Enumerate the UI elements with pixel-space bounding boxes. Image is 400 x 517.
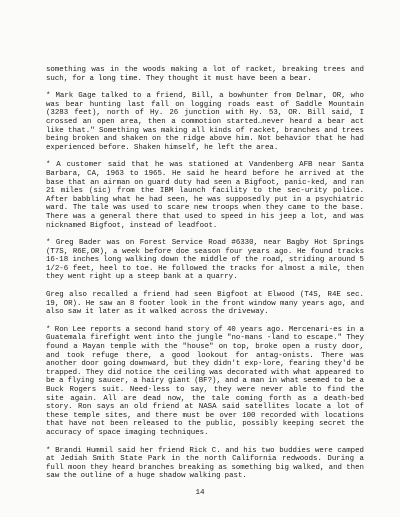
paragraph-continuation: something was in the woods making a lot of racket, breaking trees and such, for a long time. They thought it must have been a bear.: [46, 66, 364, 83]
page-number: 14: [195, 489, 205, 497]
text-column: [46, 66, 364, 490]
paragraph-mark-gage: * Mark Gage talked to a friend, Bill, a bowhunter from Delmar, OR, who was bear hunting last fall on logging roads east of Saddle Mountain (3283 feet), north of Hy. 26 junction with Hy. 53, OR. Bill said, I crossed an open area, then a commotion started…never heard a bear act like that." Something was making all kinds of racket, branches and trees being broken and shaken on the ridge above him. Not behavior that he had experienced before. Shaken himself, he left the area.: [46, 92, 364, 152]
paragraph-greg-bader: * Greg Bader was on Forest Service Road #6330, near Bagby Hot Springs (T7S, R6E,OR), a week before doe season four years ago. He found tracks 16-18 inches long walking down the middle of the road, striding around 5 1/2-6 feet, heel to toe. He followed the tracks for almost a mile, then they went right up a steep bank at a quarry.: [46, 239, 364, 282]
paragraph-ron-lee: * Ron Lee reports a second hand story of 40 years ago. Mercenari-es in a Guatemala firefight went into the jungle "no-mans -land to escape." They found a Mayan temple with the "house" on top, broke open a rusty door, and took refuge there, a good lookout for antag-onists. There was another door going downward, but they didn't exp-lore, fearing they'd be trapped. They did notice the ceiling was decorated with what appeared to be a flying saucer, a hairy giant (BF?), and a man in what seemed to be a Buck Rogers suit. Need-less to say, they were never able to find the site again. All are dead now, the tale coming forth as a death-bed story. Ron says an old friend at NASA said satellites locate a lot of these temple sites, and there must be over 100 recorded with locations that have not been released to the public, possibly keeping secret the accuracy of space imaging techniques.: [46, 325, 364, 437]
paragraph-vandenberg: * A customer said that he was stationed at Vandenberg AFB near Santa Barbara, CA, 1963 to 1965. He said he heard before he arrived at the base that an airman on guard duty had seen a Bigfoot, panic-ked, and ran 21 miles (sic) from the IBM launch facility to the sec-urity police. After babbling what he had seen, he was supposedly put in a psychiatric ward. The tale was used to scare new troops when they came to the base. There was a general there that used to speed in his jeep a lot, and was nicknamed Bigfoot, instead of leadfoot.: [46, 161, 364, 230]
paragraph-brandi-hummil: * Brandi Hummil said her friend Rick C. and his two buddies were camped at Jediah Smith State Park in the north California redwoods. During a full moon they heard branches breaking as something big walked, and then saw the outline of a huge shadow walking past.: [46, 446, 364, 481]
paragraph-greg-recall: Greg also recalled a friend had seen Bigfoot at Elwood (T4S, R4E sec. 19, OR). He saw an 8 footer look in the front window many years ago, and also saw it later as it walked across the driveway.: [46, 291, 364, 317]
